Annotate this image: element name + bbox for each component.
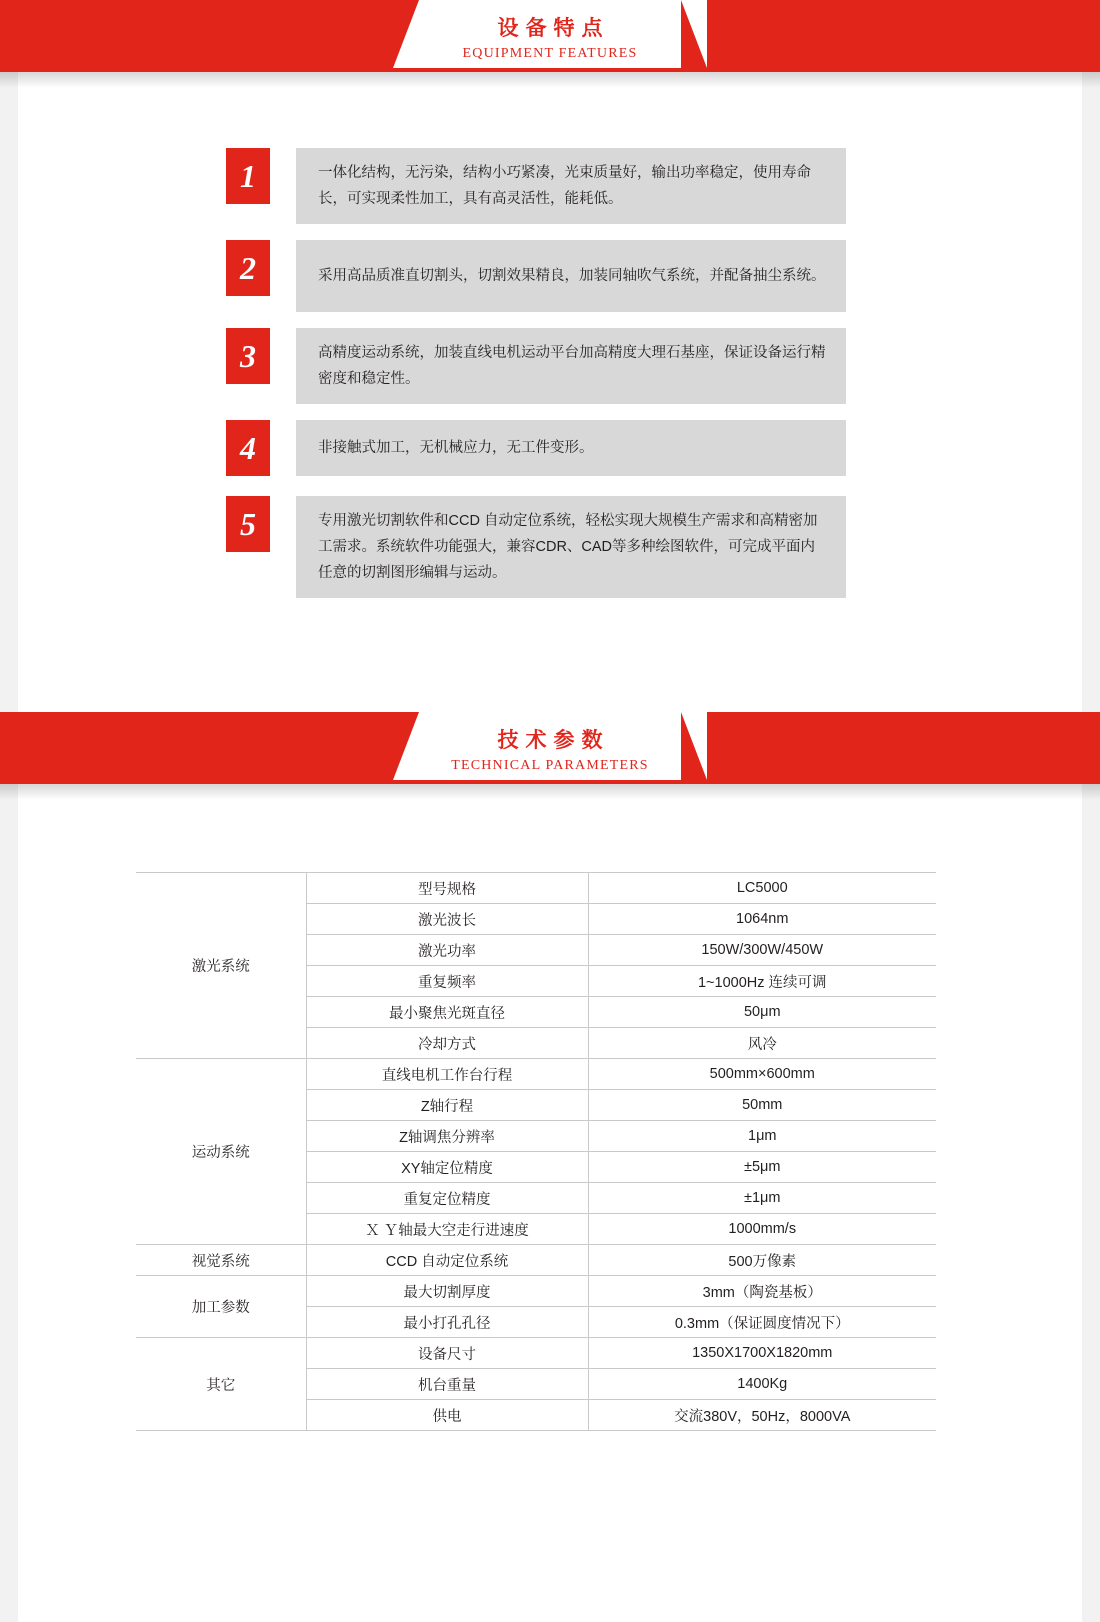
spec-item-label: 重复频率 <box>306 966 588 997</box>
spec-item-label: 重复定位精度 <box>306 1183 588 1214</box>
spec-item-value: 1064nm <box>588 904 936 935</box>
spec-item-value: 3mm（陶瓷基板） <box>588 1276 936 1307</box>
feature-item <box>226 148 846 224</box>
feature-item <box>226 420 846 480</box>
spec-item-label: 直线电机工作台行程 <box>306 1059 588 1090</box>
spec-item-value: 500mm×600mm <box>588 1059 936 1090</box>
features-tab-wing-left <box>393 0 419 68</box>
table-row <box>136 1059 936 1090</box>
page-edge-left <box>0 0 18 1622</box>
table-row <box>136 873 936 904</box>
parameters-banner-shadow <box>0 784 1100 800</box>
table-row <box>136 1245 936 1276</box>
spec-item-label: 最小聚焦光斑直径 <box>306 997 588 1028</box>
spec-item-label: 冷却方式 <box>306 1028 588 1059</box>
table-row <box>136 1276 936 1307</box>
parameters-tab-wing-left <box>393 712 419 780</box>
features-tab <box>419 0 681 68</box>
spec-item-value: 0.3mm（保证圆度情况下） <box>588 1307 936 1338</box>
spec-item-value: 交流380V，50Hz，8000VA <box>588 1400 936 1431</box>
feature-item <box>226 240 846 312</box>
spec-group-label: 视觉系统 <box>136 1245 306 1276</box>
spec-group-label: 运动系统 <box>136 1059 306 1245</box>
spec-item-value: 500万像素 <box>588 1245 936 1276</box>
feature-text: 高精度运动系统，加装直线电机运动平台加高精度大理石基座，保证设备运行精密度和稳定性。 <box>296 328 846 404</box>
table-row <box>136 1338 936 1369</box>
spec-group-label: 加工参数 <box>136 1276 306 1338</box>
spec-item-label: 激光功率 <box>306 935 588 966</box>
feature-text: 一体化结构，无污染，结构小巧紧凑，光束质量好，输出功率稳定，使用寿命长，可实现柔性加工，具有高灵活性，能耗低。 <box>296 148 846 224</box>
spec-item-label: 型号规格 <box>306 873 588 904</box>
spec-item-value: 1~1000Hz 连续可调 <box>588 966 936 997</box>
features-list <box>226 148 846 614</box>
parameters-title-en: TECHNICAL PARAMETERS <box>451 758 649 773</box>
spec-item-label: Ｘ Ｙ轴最大空走行进速度 <box>306 1214 588 1245</box>
features-title-cn: 设备特点 <box>497 17 610 40</box>
feature-item <box>226 496 846 598</box>
spec-item-value: LC5000 <box>588 873 936 904</box>
page-edge-right <box>1082 0 1100 1622</box>
spec-group-label: 其它 <box>136 1338 306 1431</box>
spec-item-label: CCD 自动定位系统 <box>306 1245 588 1276</box>
spec-item-label: Z轴行程 <box>306 1090 588 1121</box>
feature-number: 2 <box>226 240 270 296</box>
spec-table <box>136 872 936 1431</box>
feature-number: 5 <box>226 496 270 552</box>
spec-item-value: 50μm <box>588 997 936 1028</box>
spec-item-value: 150W/300W/450W <box>588 935 936 966</box>
features-tab-wing-right <box>681 0 707 68</box>
spec-item-value: 1400Kg <box>588 1369 936 1400</box>
spec-item-label: 最大切割厚度 <box>306 1276 588 1307</box>
parameters-title-cn: 技术参数 <box>497 729 610 752</box>
spec-group-label: 激光系统 <box>136 873 306 1059</box>
feature-text: 专用激光切割软件和CCD 自动定位系统，轻松实现大规模生产需求和高精密加工需求。系统软件功能强大，兼容CDR、CAD等多种绘图软件，可完成平面内任意的切割图形编辑与运动。 <box>296 496 846 598</box>
feature-number: 3 <box>226 328 270 384</box>
spec-item-label: Z轴调焦分辨率 <box>306 1121 588 1152</box>
feature-text: 采用高品质准直切割头，切割效果精良，加装同轴吹气系统，并配备抽尘系统。 <box>296 240 846 312</box>
spec-item-value: 1μm <box>588 1121 936 1152</box>
feature-number: 4 <box>226 420 270 476</box>
spec-item-label: 设备尺寸 <box>306 1338 588 1369</box>
spec-item-label: XY轴定位精度 <box>306 1152 588 1183</box>
spec-item-value: 风冷 <box>588 1028 936 1059</box>
spec-item-value: 50mm <box>588 1090 936 1121</box>
spec-item-label: 激光波长 <box>306 904 588 935</box>
spec-item-label: 最小打孔孔径 <box>306 1307 588 1338</box>
spec-table-wrapper <box>136 872 936 1431</box>
parameters-tab <box>419 712 681 780</box>
features-banner-shadow <box>0 72 1100 88</box>
spec-item-label: 供电 <box>306 1400 588 1431</box>
spec-item-value: 1350X1700X1820mm <box>588 1338 936 1369</box>
parameters-tab-wing-right <box>681 712 707 780</box>
feature-number: 1 <box>226 148 270 204</box>
feature-text: 非接触式加工，无机械应力，无工件变形。 <box>296 420 846 476</box>
spec-item-label: 机台重量 <box>306 1369 588 1400</box>
spec-item-value: ±1μm <box>588 1183 936 1214</box>
feature-item <box>226 328 846 404</box>
features-title-en: EQUIPMENT FEATURES <box>462 46 638 61</box>
spec-item-value: 1000mm/s <box>588 1214 936 1245</box>
spec-item-value: ±5μm <box>588 1152 936 1183</box>
